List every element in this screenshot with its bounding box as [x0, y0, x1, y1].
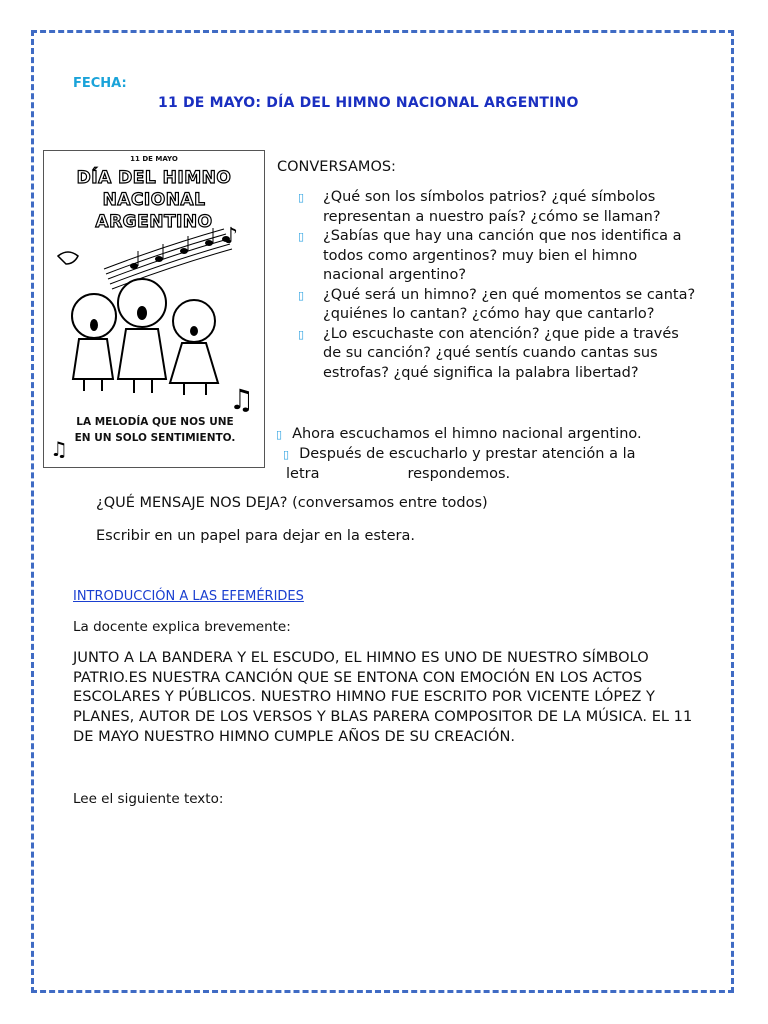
conversamos-heading: CONVERSAMOS: — [277, 159, 396, 175]
poster-tagline-line2: EN UN SOLO SENTIMIENTO. — [74, 432, 236, 444]
page-title: 11 DE MAYO: DÍA DEL HIMNO NACIONAL ARGENTINO — [158, 95, 579, 111]
bullet-icon: ▯ — [283, 448, 290, 461]
instruction-listen: ▯ Ahora escuchamos el himno nacional argentino. — [276, 426, 642, 442]
svg-text:♫: ♫ — [50, 437, 68, 461]
poster-tagline-line1: LA MELODÍA QUE NOS UNE — [76, 416, 234, 428]
svg-text:♫: ♫ — [229, 383, 255, 416]
list-item: ▯ ¿Qué son los símbolos patrios? ¿qué símbolos representan a nuestro país? ¿cómo se llaman? — [298, 189, 661, 225]
lee-instruction: Lee el siguiente texto: — [73, 791, 224, 807]
bullet-icon: ▯ — [298, 327, 305, 341]
bullet-icon: ▯ — [276, 428, 283, 441]
poster-tagline — [50, 414, 260, 446]
mensaje-question: ¿QUÉ MENSAJE NOS DEJA? (conversamos entre todos) — [96, 495, 488, 511]
poster-image — [43, 150, 265, 468]
bullet-icon: ▯ — [298, 288, 305, 302]
himno-paragraph: JUNTO A LA BANDERA Y EL ESCUDO, EL HIMNO ES UNO DE NUESTRO SÍMBOLO PATRIO.ES NUESTRA CANCIÓN QUE SE ENTONA CON EMOCIÓN EN LOS ACTOS ESCOLARES Y PÚBLICOS. NUESTRO HIMNO FUE ESCRITO POR VICENTE LÓPEZ Y PLANES, AUTOR DE LOS VERSOS Y BLAS PARERA COMPOSITOR DE LA MÚSICA. EL 11 DE MAYO NUESTRO HIMNO CUMPLE AÑOS DE SU CREACIÓN. — [73, 649, 693, 745]
list-item: ▯ ¿Sabías que hay una canción que nos identifica a todos como argentinos? muy bien el himno nacional argentino? — [298, 228, 682, 283]
list-item: ▯ ¿Qué será un himno? ¿en qué momentos se canta? ¿quiénes lo cantan? ¿cómo hay que cantarlo? — [298, 286, 696, 322]
bullet-icon: ▯ — [298, 230, 305, 243]
instruction-after-cont: letra respondemos. — [286, 466, 511, 482]
bullet-icon: ▯ — [298, 191, 305, 204]
list-item: ▯ ¿Lo escuchaste con atención? ¿que pide a través de su canción? ¿qué sentís cuando cantas sus estrofas? ¿qué significa la palabra libertad? — [298, 325, 679, 381]
escribir-instruction: Escribir en un papel para dejar en la estera. — [96, 528, 415, 544]
docente-text: La docente explica brevemente: — [73, 619, 291, 635]
instruction-after: ▯ Después de escucharlo y prestar atención a la — [283, 446, 636, 462]
poster-date: 11 DE MAYO — [130, 155, 178, 163]
poster-title-line1: DÍA DEL HIMNO — [76, 168, 232, 188]
poster-title-line2: NACIONAL ARGENTINO — [95, 190, 213, 232]
question-list — [298, 188, 698, 383]
intro-efemerides-link[interactable]: INTRODUCCIÓN A LAS EFEMÉRIDES — [73, 589, 304, 604]
svg-text:♪: ♪ — [224, 224, 239, 249]
fecha-label: FECHA: — [73, 76, 127, 91]
